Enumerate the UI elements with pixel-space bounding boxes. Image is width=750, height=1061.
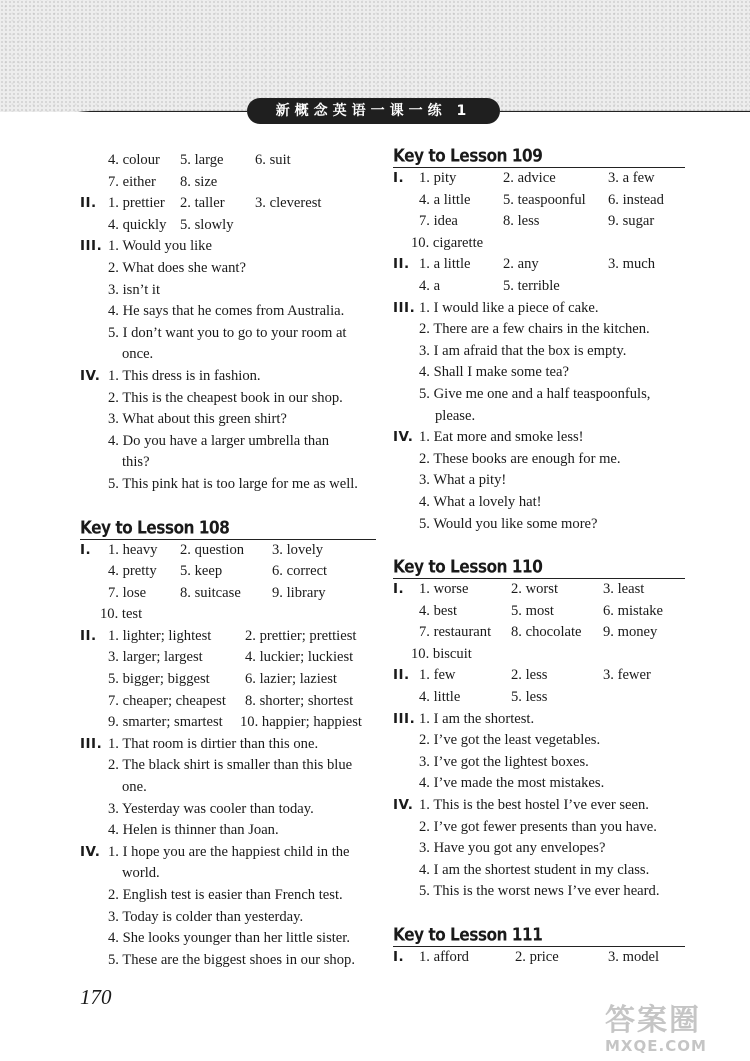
answer-item: 4. pretty xyxy=(108,563,157,580)
header-curve xyxy=(0,0,750,170)
answer-item: 5. large xyxy=(180,152,224,168)
answer-row xyxy=(80,755,376,777)
answer-item: 7. restaurant xyxy=(419,624,492,641)
answer-item: 2. I’ve got fewer presents than you have. xyxy=(419,818,657,835)
answer-item: 4. best xyxy=(419,602,458,619)
answer-item: 4. She looks younger than her little sister. xyxy=(108,930,350,947)
answer-item: 7. lose xyxy=(108,584,147,601)
answer-row xyxy=(393,449,685,471)
answer-item: 1. This is the best hostel I’ve ever seen. xyxy=(419,797,649,814)
answer-row xyxy=(80,431,376,453)
section-numeral: I. xyxy=(393,949,405,965)
answer-item: 5. keep xyxy=(180,563,223,580)
answer-item: 4. colour xyxy=(108,152,160,168)
answer-item: 2. This is the cheapest book in our shop. xyxy=(108,389,343,406)
section-numeral: II. xyxy=(393,667,410,684)
answer-item: 3. Have you got any envelopes? xyxy=(419,840,606,857)
section-numeral: II. xyxy=(80,195,97,212)
answer-row xyxy=(393,838,685,860)
section-numeral: IV. xyxy=(80,843,101,860)
answer-row xyxy=(393,601,685,623)
answer-item: 1. That room is dirtier than this one. xyxy=(108,735,319,752)
answer-column-right xyxy=(393,145,685,969)
answer-row xyxy=(80,647,376,669)
answer-row xyxy=(80,604,376,626)
answer-row xyxy=(393,817,685,839)
answer-item: 2. I’ve got the least vegetables. xyxy=(419,732,601,749)
answer-row xyxy=(80,669,376,691)
answer-item: 2. prettier; prettiest xyxy=(245,627,357,644)
answer-item: 3. I am afraid that the box is empty. xyxy=(419,342,627,359)
answer-item: 2. taller xyxy=(180,195,225,212)
lesson-heading-text: Key to Lesson 108 xyxy=(80,516,230,538)
answer-item: 4. Helen is thinner than Joan. xyxy=(108,822,279,839)
answer-item: 5. I don’t want you to go to your room at xyxy=(108,324,347,341)
answer-item: 9. money xyxy=(603,624,658,641)
answer-continuation-line xyxy=(80,344,376,366)
answer-item: 6. instead xyxy=(608,191,664,208)
answer-row xyxy=(393,276,685,298)
answer-row xyxy=(80,842,376,864)
answer-item: 4. I’ve made the most mistakes. xyxy=(419,775,605,792)
answer-row xyxy=(393,168,685,190)
answer-item: 1. This dress is in fashion. xyxy=(108,367,261,384)
answer-row xyxy=(393,341,685,363)
answer-row xyxy=(393,795,685,817)
answer-item: 10. cigarette xyxy=(411,234,484,251)
answer-row xyxy=(393,427,685,449)
answer-row xyxy=(80,172,376,194)
answer-item: 3. What about this green shirt? xyxy=(108,411,287,428)
answer-item: 8. suitcase xyxy=(180,584,241,601)
answer-item: 3. Today is colder than yesterday. xyxy=(108,908,304,925)
answer-item: 2. question xyxy=(180,541,245,558)
answer-row xyxy=(80,193,376,215)
answer-item: 2. worst xyxy=(511,581,559,598)
answer-row xyxy=(80,301,376,323)
section-numeral: II. xyxy=(393,256,410,273)
answer-item: 2. There are a few chairs in the kitchen. xyxy=(419,321,650,338)
answer-item: 2. price xyxy=(515,949,559,965)
answer-item: 5. terrible xyxy=(503,277,560,294)
answer-row xyxy=(393,773,685,795)
answer-item: 3. What a pity! xyxy=(419,472,507,489)
answer-item: 6. suit xyxy=(255,152,291,168)
answer-item: 3. a few xyxy=(608,170,655,186)
answer-item: 8. size xyxy=(180,173,218,190)
answer-row xyxy=(80,907,376,929)
answer-item: 2. These books are enough for me. xyxy=(419,450,621,467)
answer-item: 1. I am the shortest. xyxy=(419,710,535,727)
answer-item: 1. I hope you are the happiest child in the xyxy=(108,843,350,860)
watermark-logo-text: 答案圈 xyxy=(605,1003,701,1038)
answer-row xyxy=(80,323,376,345)
answer-row xyxy=(393,709,685,731)
section-numeral: I. xyxy=(80,541,92,558)
lesson-heading xyxy=(393,145,685,168)
answer-row xyxy=(393,881,685,903)
answer-row xyxy=(80,626,376,648)
answer-item: 2. any xyxy=(503,256,539,273)
answer-item: 3. I’ve got the lightest boxes. xyxy=(419,753,589,770)
answer-row xyxy=(393,665,685,687)
section-numeral: I. xyxy=(393,581,405,598)
answer-item: 2. The black shirt is smaller than this blue xyxy=(108,757,353,774)
answer-item: 4. little xyxy=(419,689,461,706)
lesson-heading xyxy=(80,510,376,540)
answer-item: 3. least xyxy=(603,581,645,598)
answer-text: one. xyxy=(122,779,147,796)
section-numeral: III. xyxy=(80,735,103,752)
answer-row xyxy=(80,820,376,842)
answer-item: 1. pity xyxy=(419,170,457,186)
answer-row xyxy=(393,298,685,320)
answer-item: 3. Yesterday was cooler than today. xyxy=(108,800,314,817)
answer-row xyxy=(393,860,685,882)
answer-row xyxy=(80,236,376,258)
answer-item: 8. chocolate xyxy=(511,624,582,641)
answer-continuation-line xyxy=(80,863,376,885)
answer-item: 1. I would like a piece of cake. xyxy=(419,299,599,316)
answer-row xyxy=(393,514,685,536)
site-watermark xyxy=(605,995,745,1057)
answer-item: 1. a little xyxy=(419,256,471,273)
answer-row xyxy=(393,211,685,233)
answer-row xyxy=(80,409,376,431)
answer-item: 5. These are the biggest shoes in our shop. xyxy=(108,951,355,968)
answer-row xyxy=(80,280,376,302)
answer-text: please. xyxy=(435,407,476,424)
answer-item: 3. isn’t it xyxy=(108,281,161,298)
answer-item: 10. test xyxy=(100,606,143,623)
answer-continuation-line xyxy=(393,406,685,428)
answer-item: 5. most xyxy=(511,602,554,619)
answer-item: 4. Shall I make some tea? xyxy=(419,364,569,381)
answer-row xyxy=(80,474,376,496)
lesson-heading xyxy=(393,549,685,579)
answer-item: 4. a little xyxy=(419,191,471,208)
answer-item: 8. less xyxy=(503,213,540,230)
answer-item: 4. luckier; luckiest xyxy=(245,649,354,666)
answer-item: 1. few xyxy=(419,667,456,684)
section-numeral: III. xyxy=(393,299,416,316)
answer-item: 6. mistake xyxy=(603,602,663,619)
answer-item: 3. cleverest xyxy=(255,195,322,212)
answer-row xyxy=(393,687,685,709)
answer-row xyxy=(80,950,376,972)
answer-row xyxy=(393,492,685,514)
answer-row xyxy=(80,712,376,734)
answer-row xyxy=(393,470,685,492)
answer-item: 1. Would you like xyxy=(108,238,212,255)
section-numeral: I. xyxy=(393,170,405,186)
answer-text: once. xyxy=(122,346,154,363)
answer-row xyxy=(80,691,376,713)
answer-item: 5. Give me one and a half teaspoonfuls, xyxy=(419,385,651,402)
answer-item: 5. Would you like some more? xyxy=(419,515,598,532)
answer-item: 4. Do you have a larger umbrella than xyxy=(108,432,329,449)
answer-row xyxy=(80,734,376,756)
answer-row xyxy=(80,885,376,907)
answer-item: 2. What does she want? xyxy=(108,259,246,276)
answer-item: 7. cheaper; cheapest xyxy=(108,692,226,709)
answer-item: 5. teaspoonful xyxy=(503,191,586,208)
answer-row xyxy=(393,319,685,341)
answer-item: 3. larger; largest xyxy=(108,649,203,666)
answer-item: 1. lighter; lightest xyxy=(108,627,212,644)
answer-item: 1. afford xyxy=(419,949,469,965)
answer-item: 3. model xyxy=(608,949,660,965)
answer-continuation-line xyxy=(80,452,376,474)
answer-item: 7. idea xyxy=(419,213,458,230)
answer-item: 1. worse xyxy=(419,581,469,598)
answer-row xyxy=(393,730,685,752)
answer-column-left xyxy=(80,150,376,971)
answer-item: 5. This is the worst news I’ve ever heard. xyxy=(419,883,660,900)
answer-row xyxy=(80,583,376,605)
lesson-heading-text: Key to Lesson 109 xyxy=(393,145,543,166)
answer-item: 10. biscuit xyxy=(411,645,472,662)
answer-row xyxy=(393,254,685,276)
answer-item: 4. quickly xyxy=(108,216,167,233)
answer-item: 8. shorter; shortest xyxy=(245,692,354,709)
answer-row xyxy=(80,215,376,237)
answer-row xyxy=(80,258,376,280)
answer-item: 2. advice xyxy=(503,170,556,186)
section-numeral: III. xyxy=(80,238,103,255)
answer-continuation-line xyxy=(80,777,376,799)
answer-item: 1. prettier xyxy=(108,195,165,212)
answer-item: 9. sugar xyxy=(608,213,655,230)
answer-row xyxy=(393,752,685,774)
answer-item: 2. English test is easier than French test. xyxy=(108,887,343,903)
answer-row xyxy=(393,622,685,644)
answer-row xyxy=(393,233,685,255)
answer-row xyxy=(80,388,376,410)
answer-item: 1. Eat more and smoke less! xyxy=(419,429,584,446)
answer-row xyxy=(393,362,685,384)
answer-text: this? xyxy=(122,454,150,471)
lesson-heading-text: Key to Lesson 111 xyxy=(393,924,543,945)
answer-item: 1. heavy xyxy=(108,541,158,558)
series-title-banner: 新概念英语一课一练 1 xyxy=(247,98,500,124)
answer-item: 2. less xyxy=(511,667,548,684)
answer-row xyxy=(80,150,376,172)
page-number: 170 xyxy=(80,985,112,1009)
answer-row xyxy=(393,384,685,406)
answer-item: 6. correct xyxy=(272,563,328,580)
answer-item: 3. much xyxy=(608,256,656,273)
watermark-domain: MXQE.COM xyxy=(605,1037,707,1055)
section-numeral: III. xyxy=(393,710,416,727)
answer-row xyxy=(80,561,376,583)
answer-row xyxy=(80,928,376,950)
answer-row xyxy=(393,644,685,666)
answer-item: 5. less xyxy=(511,689,548,706)
answer-item: 5. slowly xyxy=(180,216,234,233)
lesson-heading-text: Key to Lesson 110 xyxy=(393,556,543,578)
answer-row xyxy=(393,190,685,212)
section-numeral: IV. xyxy=(80,367,101,384)
answer-item: 10. happier; happiest xyxy=(240,714,362,731)
section-numeral: II. xyxy=(80,627,97,644)
answer-item: 6. lazier; laziest xyxy=(245,671,337,688)
answer-item: 4. He says that he comes from Australia. xyxy=(108,303,345,320)
answer-item: 4. I am the shortest student in my class. xyxy=(419,861,650,878)
answer-item: 3. fewer xyxy=(603,667,651,684)
answer-item: 3. lovely xyxy=(272,541,324,558)
answer-row xyxy=(393,947,685,969)
answer-item: 9. library xyxy=(272,584,326,601)
answer-item: 7. either xyxy=(108,173,156,190)
section-numeral: IV. xyxy=(393,429,414,446)
answer-item: 4. What a lovely hat! xyxy=(419,493,542,510)
answer-item: 5. This pink hat is too large for me as well. xyxy=(108,475,358,492)
answer-item: 4. a xyxy=(419,277,441,294)
lesson-heading xyxy=(393,917,685,947)
answer-item: 5. bigger; biggest xyxy=(108,671,210,688)
answer-item: 9. smarter; smartest xyxy=(108,714,223,731)
answer-text: world. xyxy=(122,865,160,882)
answer-row xyxy=(80,799,376,821)
answer-row xyxy=(80,366,376,388)
answer-row xyxy=(393,579,685,601)
answer-row xyxy=(80,540,376,562)
section-numeral: IV. xyxy=(393,797,414,814)
